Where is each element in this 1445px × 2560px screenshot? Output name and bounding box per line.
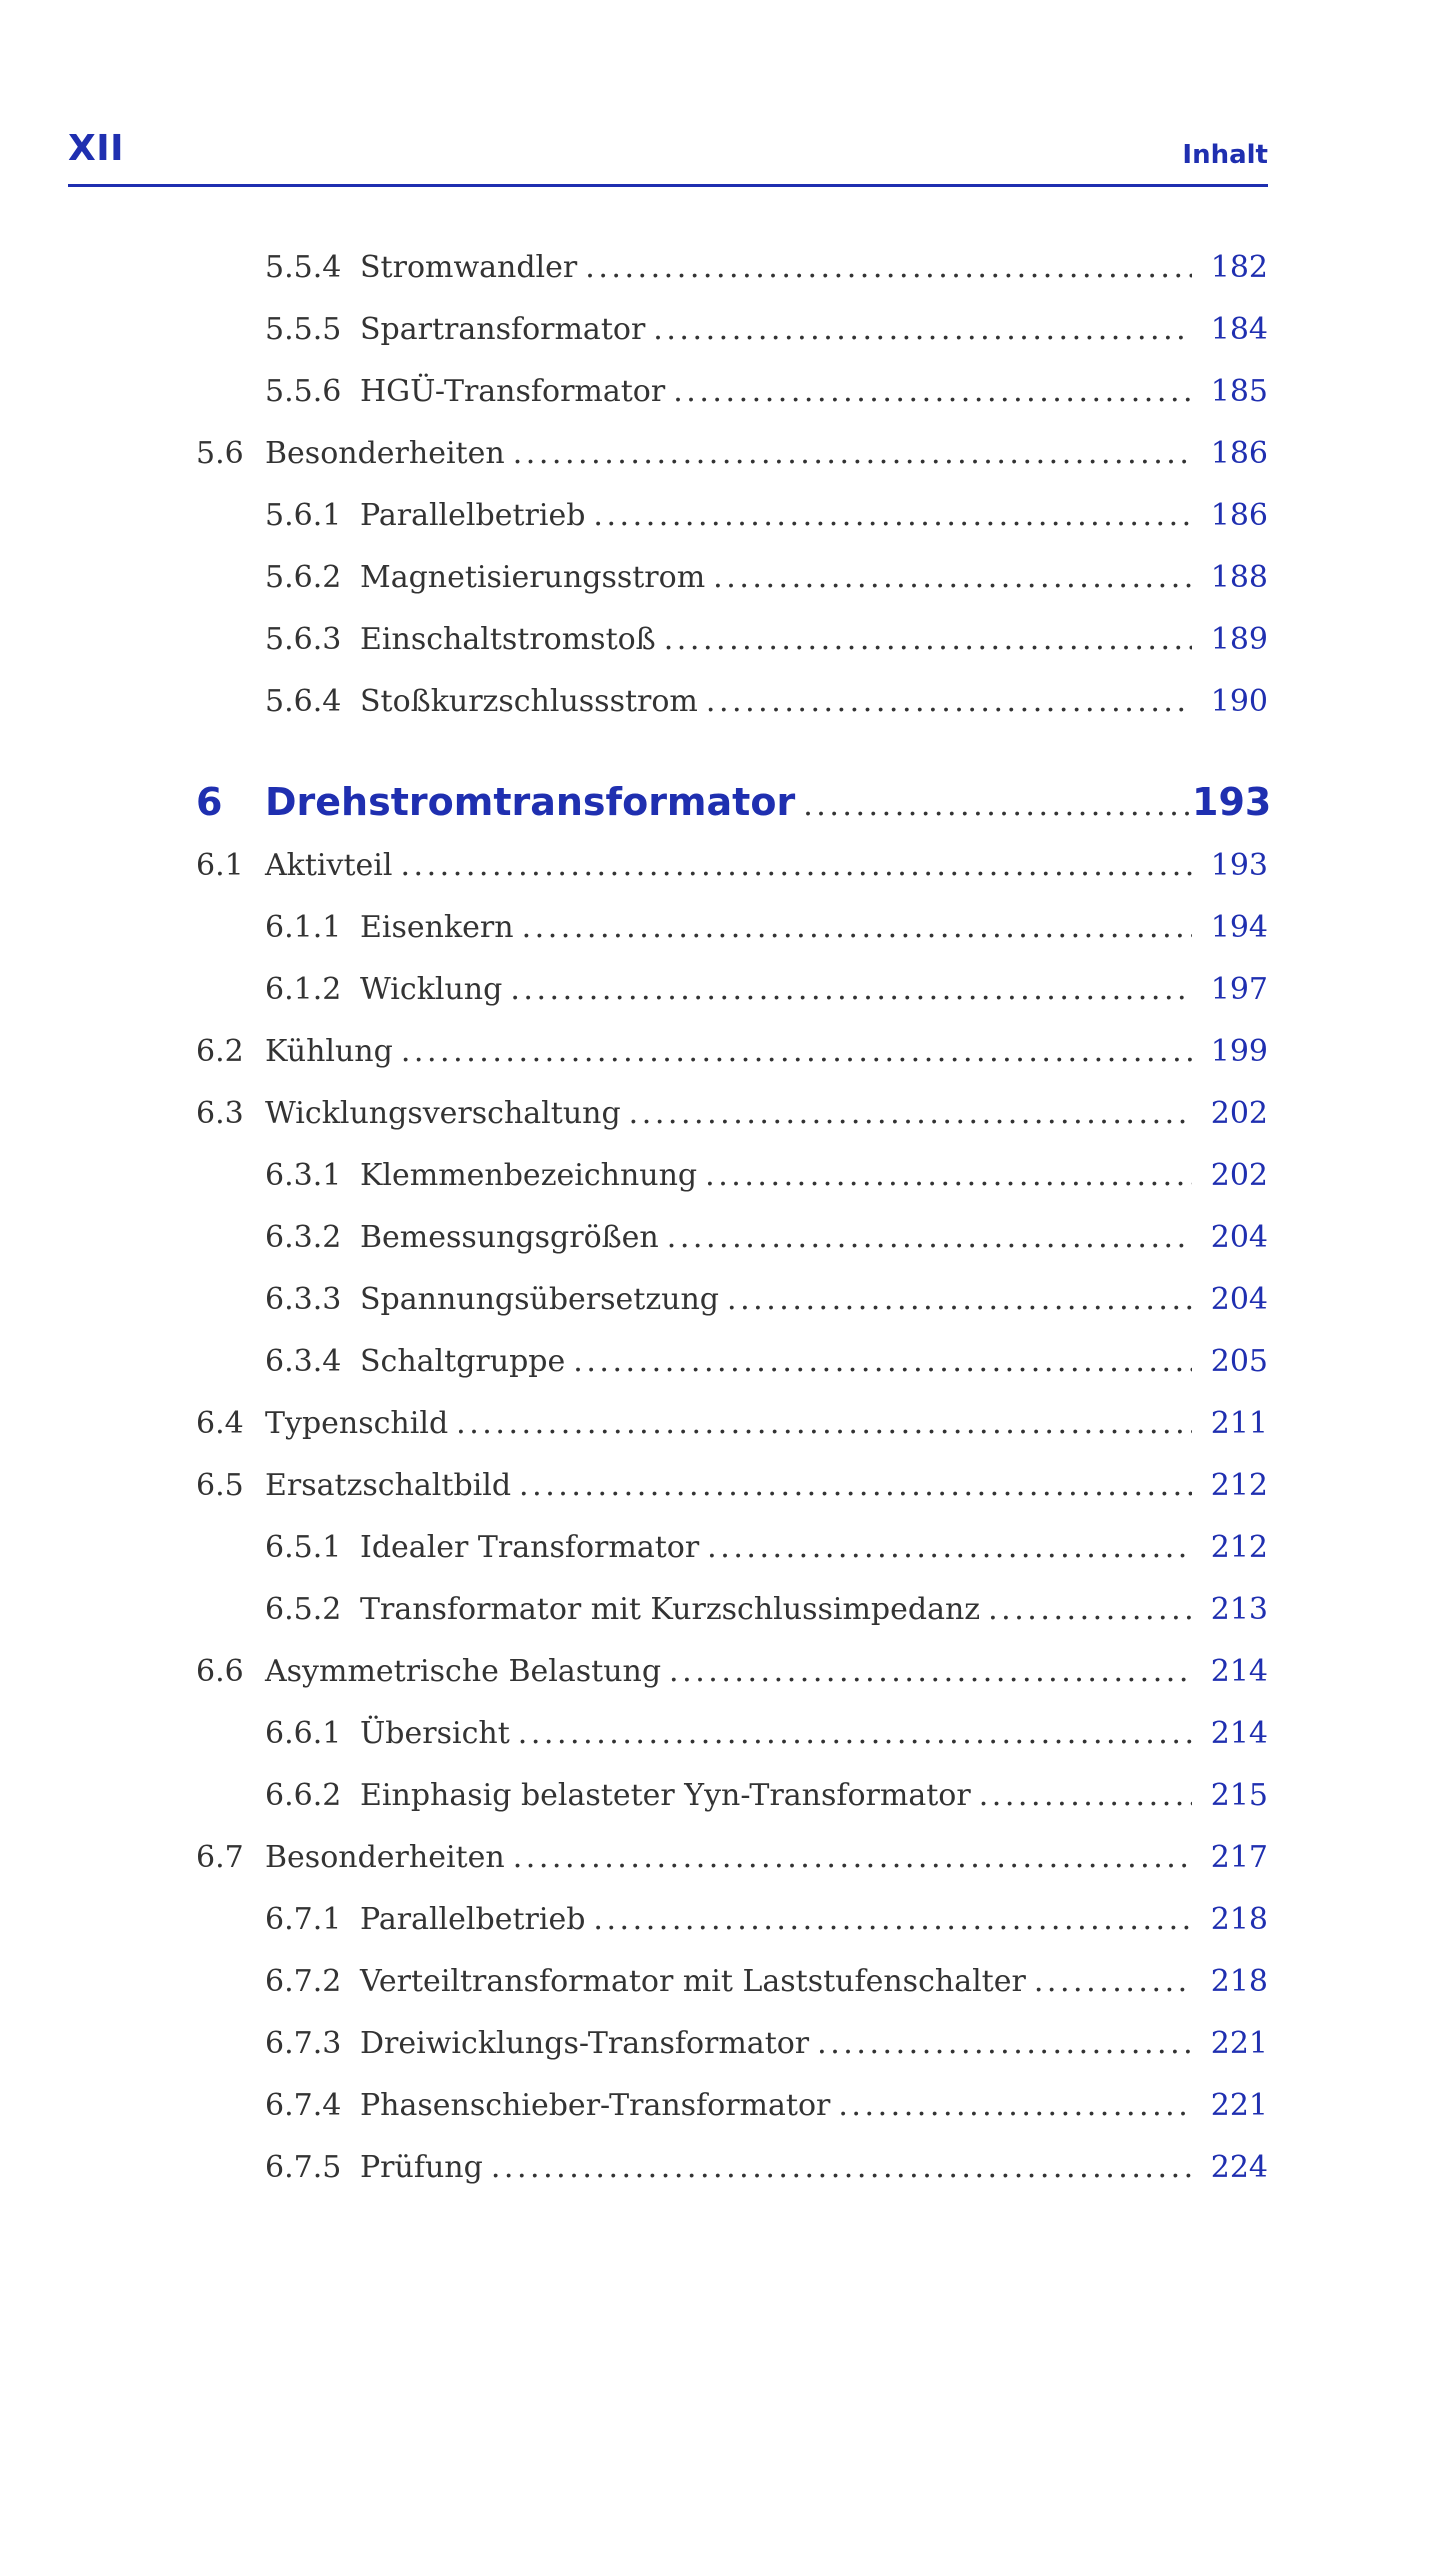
toc-entry-title: Einschaltstromstoß <box>360 622 656 657</box>
toc-entry-title: Aktivteil <box>265 848 393 883</box>
toc-entry-page: 184 <box>1210 312 1268 347</box>
toc-leader-dots <box>713 558 1192 598</box>
toc-entry-page: 212 <box>1210 1530 1268 1565</box>
toc-entry-number: 6.3.1 <box>265 1158 342 1193</box>
toc-entry-title: Magnetisierungsstrom <box>360 560 706 595</box>
toc-entry-number: 6.7.1 <box>265 1902 342 1937</box>
toc-entry-page: 189 <box>1210 622 1268 657</box>
toc-leader-dots <box>664 620 1192 660</box>
toc-entry[interactable] <box>265 2024 1268 2064</box>
toc-entry-number: 6.1.2 <box>265 972 342 1007</box>
toc-entry-page: 213 <box>1210 1592 1268 1627</box>
toc-entry-number: 5.6.4 <box>265 684 342 719</box>
toc-entry-page: 202 <box>1210 1158 1268 1193</box>
toc-entry-number: 6.1 <box>196 848 244 883</box>
toc-entry-number: 6.3.4 <box>265 1344 342 1379</box>
toc-entry[interactable] <box>265 1714 1268 1754</box>
toc-leader-dots <box>669 1652 1192 1692</box>
toc-entry[interactable] <box>265 2148 1268 2188</box>
toc-leader-dots <box>585 248 1192 288</box>
toc-leader-dots <box>401 1032 1192 1072</box>
toc-entry-title: HGÜ-Transformator <box>360 374 666 409</box>
toc-entry-page: 204 <box>1210 1282 1268 1317</box>
toc-entry-title: Klemmenbezeichnung <box>360 1158 698 1193</box>
toc-leader-dots <box>491 2148 1192 2188</box>
toc-entry-number: 6.6 <box>196 1654 244 1689</box>
toc-entry-number: 6.2 <box>196 1034 244 1069</box>
toc-entry-page: 194 <box>1210 910 1268 945</box>
toc-entry-title: Einphasig belasteter Yyn-Transformator <box>360 1778 971 1813</box>
toc-entry[interactable] <box>265 1528 1268 1568</box>
toc-entry-title: Parallelbetrieb <box>360 1902 586 1937</box>
toc-entry-page: 188 <box>1210 560 1268 595</box>
toc-entry-page: 205 <box>1210 1344 1268 1379</box>
toc-entry-page: 221 <box>1210 2088 1268 2123</box>
toc-entry[interactable] <box>265 1280 1268 1320</box>
toc-entry-page: 186 <box>1210 498 1268 533</box>
toc-entry-title: Besonderheiten <box>265 1840 505 1875</box>
toc-entry-number: 5.6.1 <box>265 498 342 533</box>
toc-entry-page: 217 <box>1210 1840 1268 1875</box>
toc-leader-dots <box>1034 1962 1192 2002</box>
toc-entry[interactable] <box>265 908 1268 948</box>
toc-leader-dots <box>653 310 1192 350</box>
toc-leader-dots <box>513 1838 1192 1878</box>
toc-entry-number: 6.6.1 <box>265 1716 342 1751</box>
toc-entry-page: 214 <box>1210 1716 1268 1751</box>
toc-entry-number: 6.7.4 <box>265 2088 342 2123</box>
toc-leader-dots <box>513 434 1192 474</box>
toc-entry-title: Ersatzschaltbild <box>265 1468 512 1503</box>
toc-entry[interactable] <box>265 2086 1268 2126</box>
toc-entry-number: 6.4 <box>196 1406 244 1441</box>
toc-entry-title: Dreiwicklungs-Transformator <box>360 2026 810 2061</box>
toc-leader-dots <box>629 1094 1192 1134</box>
toc-leader-dots <box>573 1342 1192 1382</box>
toc-entry-page: 185 <box>1210 374 1268 409</box>
toc-entry[interactable] <box>196 1032 1268 1072</box>
toc-entry[interactable] <box>196 1404 1268 1444</box>
toc-entry-number: 5.6 <box>196 436 244 471</box>
toc-leader-dots <box>510 970 1192 1010</box>
toc-leader-dots <box>593 496 1192 536</box>
toc-leader-dots <box>988 1590 1192 1630</box>
chapter-page: 193 <box>1192 780 1272 824</box>
toc-entry-title: Stromwandler <box>360 250 578 285</box>
toc-leader-dots <box>667 1218 1192 1258</box>
toc-entry[interactable] <box>265 1218 1268 1258</box>
toc-chapter-entry[interactable] <box>196 778 1272 830</box>
toc-entry-number: 6.3.2 <box>265 1220 342 1255</box>
toc-entry-title: Schaltgruppe <box>360 1344 566 1379</box>
toc-entry[interactable] <box>265 970 1268 1010</box>
toc-leader-dots <box>727 1280 1192 1320</box>
toc-entry[interactable] <box>196 1466 1268 1506</box>
toc-entry-title: Typenschild <box>265 1406 449 1441</box>
toc-entry-title: Spartransformator <box>360 312 646 347</box>
toc-entry-page: 212 <box>1210 1468 1268 1503</box>
toc-entry-number: 6.7 <box>196 1840 244 1875</box>
toc-entry-title: Kühlung <box>265 1034 393 1069</box>
page-number: XII <box>68 128 125 169</box>
toc-leader-dots <box>705 1156 1192 1196</box>
toc-entry-page: 190 <box>1210 684 1268 719</box>
toc-entry-title: Idealer Transformator <box>360 1530 700 1565</box>
toc-leader-dots <box>519 1466 1192 1506</box>
toc-entry-title: Parallelbetrieb <box>360 498 586 533</box>
toc-entry-title: Asymmetrische Belastung <box>265 1654 662 1689</box>
toc-entry-page: 214 <box>1210 1654 1268 1689</box>
toc-entry-number: 5.5.6 <box>265 374 342 409</box>
toc-entry[interactable] <box>265 1900 1268 1940</box>
toc-leader-dots <box>838 2086 1192 2126</box>
toc-entry-number: 6.5 <box>196 1468 244 1503</box>
toc-entry-title: Prüfung <box>360 2150 483 2185</box>
toc-entry-number: 6.7.5 <box>265 2150 342 2185</box>
toc-leader-dots <box>673 372 1192 412</box>
toc-entry-title: Verteiltransformator mit Laststufenschalter <box>360 1964 1026 1999</box>
toc-entry-page: 211 <box>1210 1406 1268 1441</box>
toc-entry-number: 6.5.1 <box>265 1530 342 1565</box>
toc-entry-number: 6.6.2 <box>265 1778 342 1813</box>
toc-entry[interactable] <box>196 1652 1268 1692</box>
toc-entry[interactable] <box>265 496 1268 536</box>
toc-leader-dots <box>707 1528 1192 1568</box>
toc-entry-page: 193 <box>1210 848 1268 883</box>
toc-entry[interactable] <box>265 310 1268 350</box>
toc-entry-title: Wicklungsverschaltung <box>265 1096 621 1131</box>
toc-entry[interactable] <box>196 1094 1268 1134</box>
toc-entry[interactable] <box>196 846 1268 886</box>
toc-entry[interactable] <box>265 1962 1268 2002</box>
chapter-number: 6 <box>196 780 223 824</box>
toc-entry-number: 6.1.1 <box>265 910 342 945</box>
toc-entry-number: 6.5.2 <box>265 1592 342 1627</box>
toc-entry[interactable] <box>265 1156 1268 1196</box>
toc-entry-title: Transformator mit Kurzschlussimpedanz <box>360 1592 981 1627</box>
toc-entry-page: 204 <box>1210 1220 1268 1255</box>
toc-leader-dots <box>456 1404 1192 1444</box>
toc-entry-number: 5.5.5 <box>265 312 342 347</box>
toc-leader-dots <box>400 846 1192 886</box>
toc-entry-title: Bemessungsgrößen <box>360 1220 659 1255</box>
toc-entry-title: Spannungsübersetzung <box>360 1282 720 1317</box>
toc-leader-dots <box>522 908 1192 948</box>
toc-entry-number: 5.5.4 <box>265 250 342 285</box>
toc-entry[interactable] <box>265 1342 1268 1382</box>
toc-entry-number: 5.6.3 <box>265 622 342 657</box>
toc-entry-page: 215 <box>1210 1778 1268 1813</box>
toc-entry-page: 197 <box>1210 972 1268 1007</box>
toc-entry-page: 202 <box>1210 1096 1268 1131</box>
toc-entry-number: 6.7.2 <box>265 1964 342 1999</box>
toc-entry-number: 6.3 <box>196 1096 244 1131</box>
toc-leader-dots <box>803 782 1192 830</box>
toc-entry[interactable] <box>196 434 1268 474</box>
toc-entry-number: 6.7.3 <box>265 2026 342 2061</box>
toc-entry-title: Eisenkern <box>360 910 514 945</box>
toc-entry[interactable] <box>265 558 1268 598</box>
toc-entry-page: 199 <box>1210 1034 1268 1069</box>
toc-entry[interactable] <box>265 682 1268 722</box>
toc-entry-title: Phasenschieber-Transformator <box>360 2088 831 2123</box>
toc-leader-dots <box>593 1900 1192 1940</box>
toc-leader-dots <box>979 1776 1192 1816</box>
toc-entry[interactable] <box>265 1776 1268 1816</box>
toc-entry-page: 186 <box>1210 436 1268 471</box>
toc-entry-number: 5.6.2 <box>265 560 342 595</box>
toc-entry-title: Wicklung <box>360 972 503 1007</box>
running-head: Inhalt <box>1182 140 1268 170</box>
toc-leader-dots <box>706 682 1192 722</box>
toc-entry-number: 6.3.3 <box>265 1282 342 1317</box>
toc-entry-title: Stoßkurzschlussstrom <box>360 684 698 719</box>
toc-leader-dots <box>817 2024 1192 2064</box>
toc-entry-page: 224 <box>1210 2150 1268 2185</box>
toc-entry-title: Besonderheiten <box>265 436 505 471</box>
toc-entry-page: 218 <box>1210 1964 1268 1999</box>
chapter-title: Drehstromtransformator <box>265 780 796 824</box>
toc-entry[interactable] <box>265 1590 1268 1630</box>
toc-entry[interactable] <box>265 620 1268 660</box>
toc-entry[interactable] <box>265 248 1268 288</box>
toc-entry-title: Übersicht <box>360 1716 510 1751</box>
toc-entry-page: 218 <box>1210 1902 1268 1937</box>
toc-entry-page: 221 <box>1210 2026 1268 2061</box>
toc-entry-page: 182 <box>1210 250 1268 285</box>
toc-entry[interactable] <box>265 372 1268 412</box>
toc-leader-dots <box>518 1714 1192 1754</box>
toc-entry[interactable] <box>196 1838 1268 1878</box>
